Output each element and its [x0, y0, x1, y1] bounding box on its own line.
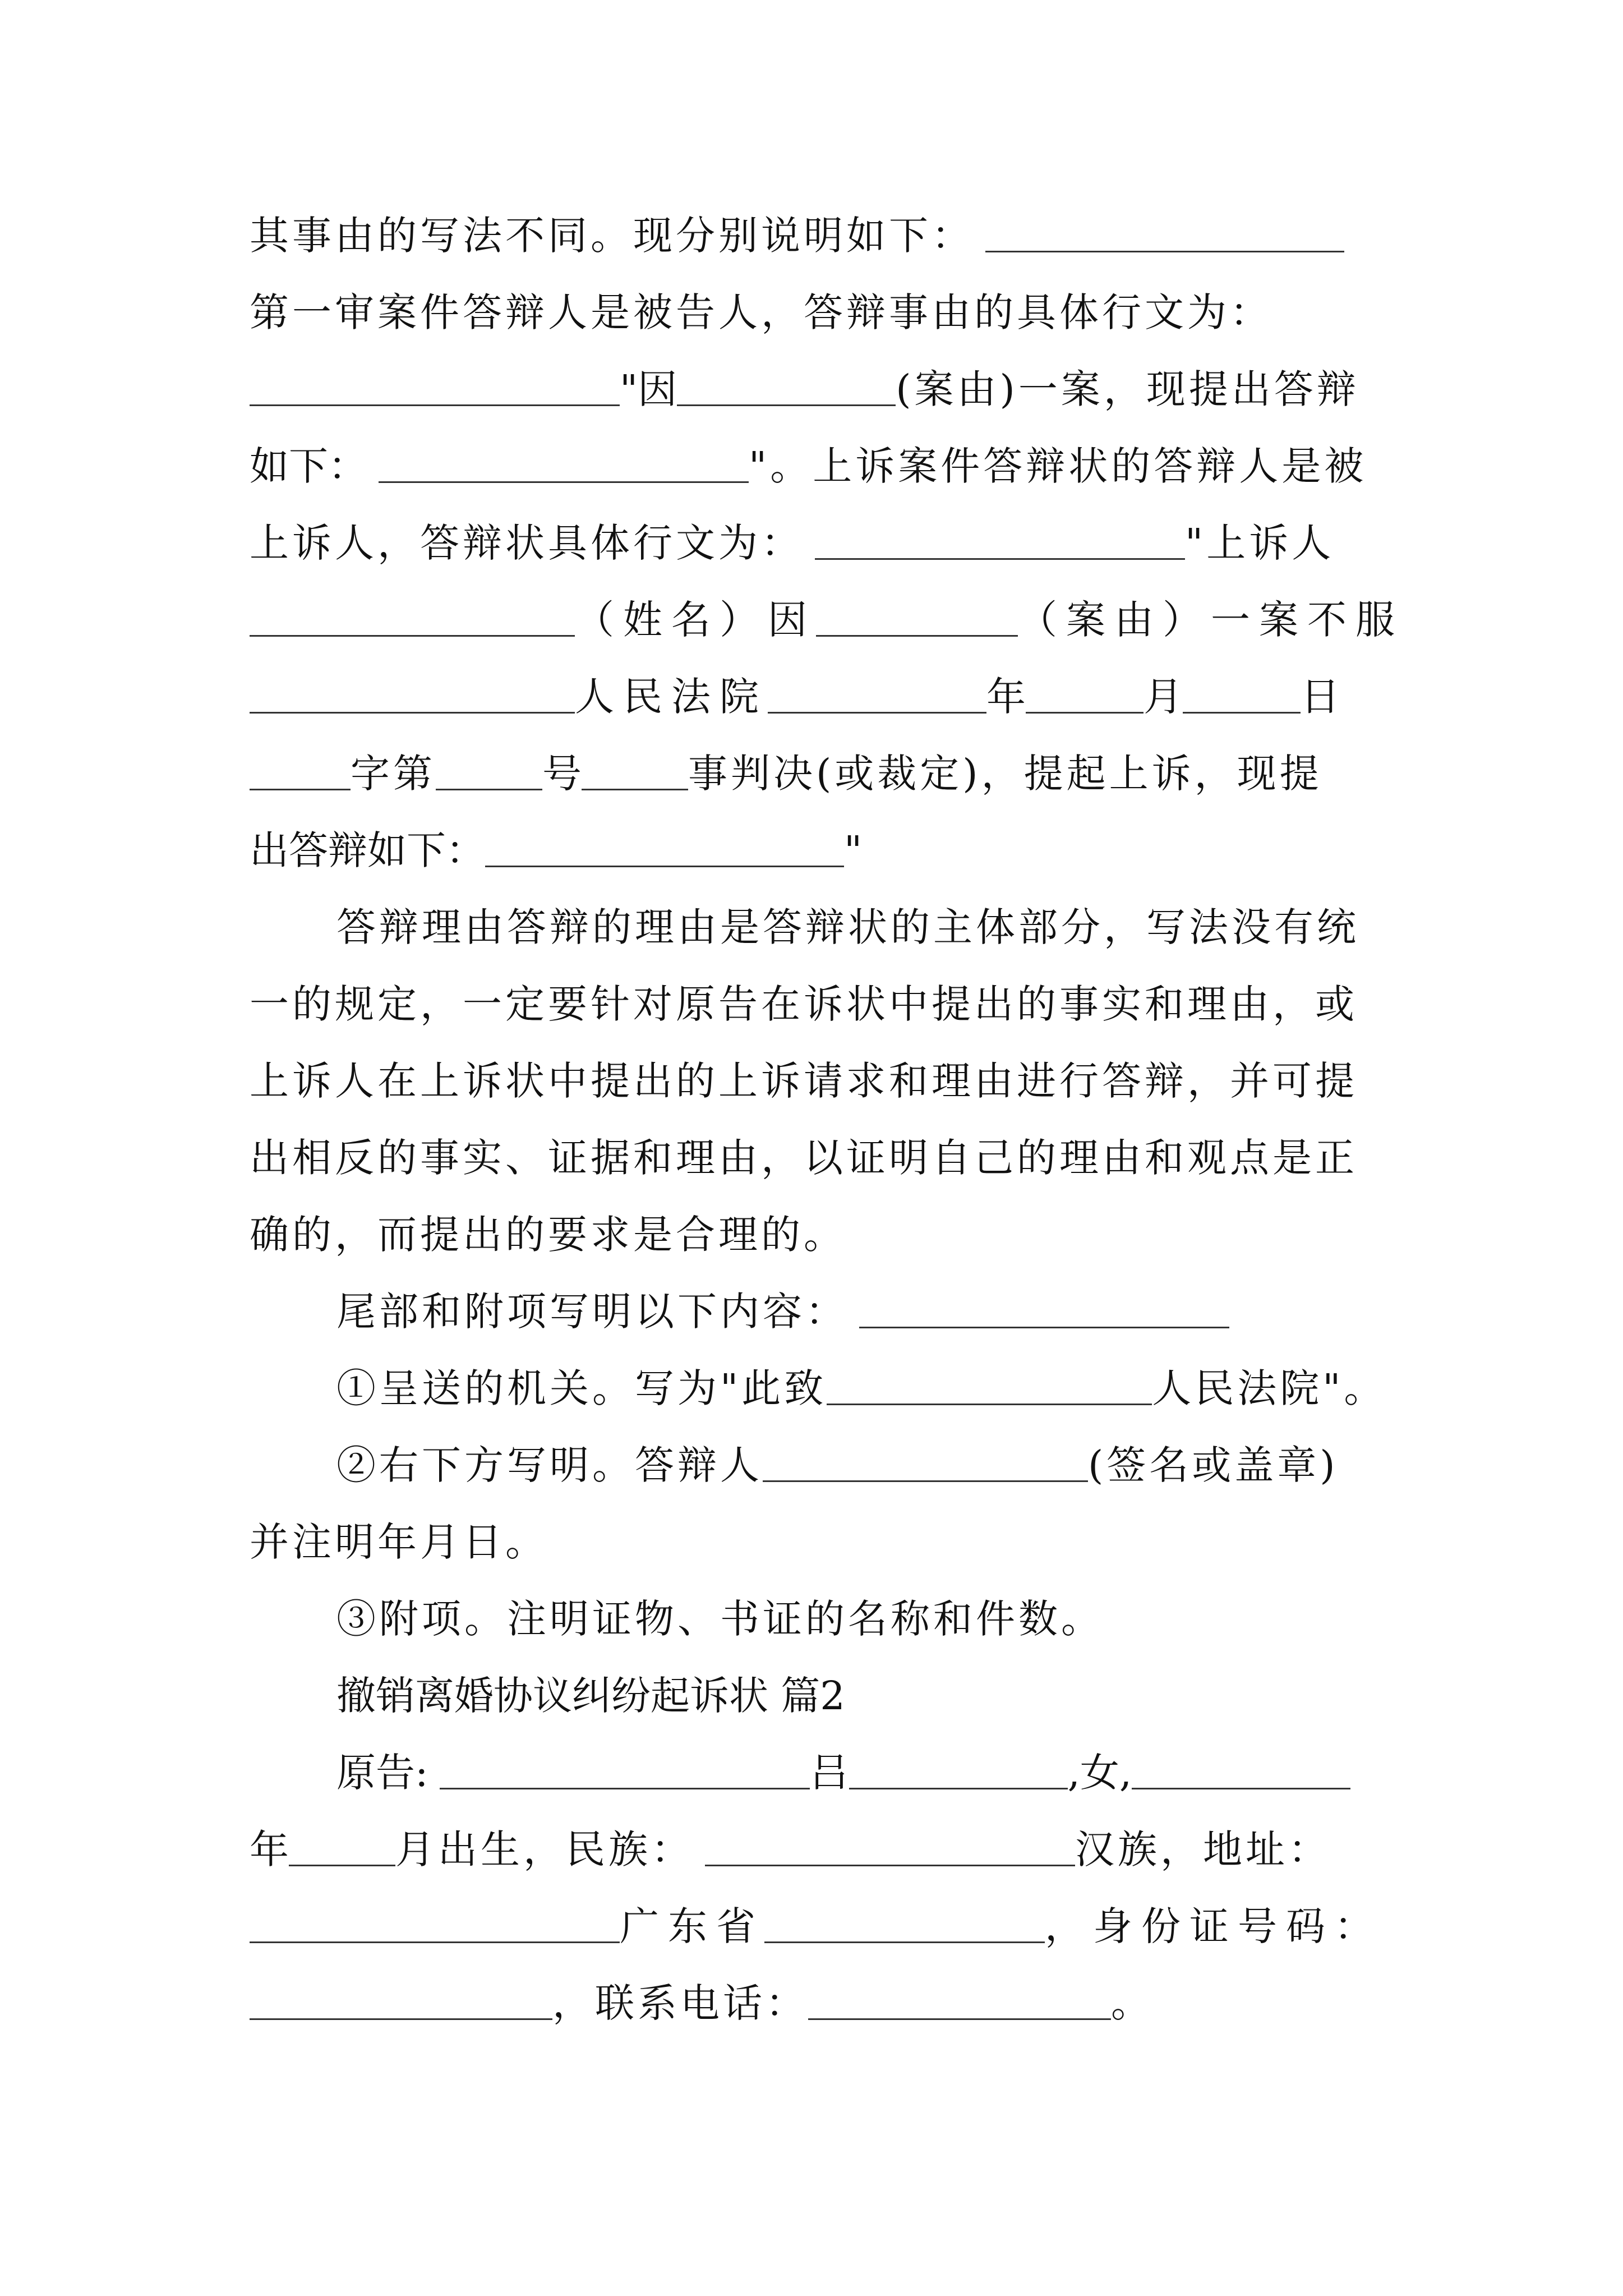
fill-blank[interactable]	[250, 365, 620, 406]
text-line-8	[250, 737, 1322, 810]
line-23-text-b: ，身份证号码：	[1045, 1903, 1382, 1949]
fill-blank[interactable]	[816, 596, 1018, 637]
line-9-text-b: "	[844, 827, 863, 873]
text-line-10	[336, 891, 1359, 964]
line-4-text-a: 如下：	[250, 443, 367, 489]
fill-blank[interactable]	[250, 749, 351, 790]
line-9-text-a: 出答辩如下：	[250, 827, 485, 873]
section-heading-text: 撤销离婚协议纠纷起诉状 篇2	[336, 1673, 845, 1719]
fill-blank[interactable]	[985, 211, 1344, 252]
section-heading	[336, 1659, 845, 1732]
line-16-text-b: 人民法院"。	[1152, 1365, 1387, 1411]
text-line-3	[250, 353, 1359, 426]
line-10-text: 答辩理由答辩的理由是答辩状的主体部分，写法没有统	[336, 904, 1359, 950]
text-line-6	[250, 583, 1404, 656]
line-15-text: 尾部和附项写明以下内容：	[336, 1289, 848, 1335]
text-line-12	[250, 1045, 1358, 1117]
line-22-text-a: 年	[250, 1826, 289, 1872]
fill-blank[interactable]	[1132, 1749, 1350, 1789]
fill-blank[interactable]	[815, 519, 1185, 560]
line-3-text-b: (案由)一案，现提出答辩	[896, 366, 1359, 412]
line-8-text-b: 号	[542, 751, 582, 797]
line-23-text-a: 广东省	[620, 1903, 764, 1949]
text-line-1	[250, 199, 1344, 272]
line-21-text-c: ,女,	[1067, 1750, 1132, 1796]
line-2-text: 第一审案件答辩人是被告人，答辩事由的具体行文为：	[250, 289, 1272, 335]
text-line-16	[336, 1352, 1386, 1425]
fill-blank[interactable]	[440, 1749, 810, 1789]
line-1-text: 其事由的写法不同。现分别说明如下：	[250, 213, 974, 259]
fill-blank[interactable]	[849, 1749, 1068, 1789]
fill-blank[interactable]	[705, 1825, 1075, 1866]
fill-blank[interactable]	[436, 749, 542, 790]
fill-blank[interactable]	[250, 1902, 620, 1943]
text-line-7	[250, 660, 1340, 733]
text-line-22	[250, 1813, 1331, 1886]
line-22-text-b: 月出生，民族：	[395, 1826, 694, 1872]
line-24-text-b: 。	[1111, 1980, 1150, 2026]
line-4-text-b: "。上诉案件答辩状的答辩人是被	[749, 443, 1367, 489]
text-line-17	[336, 1429, 1339, 1502]
fill-blank[interactable]	[289, 1825, 395, 1866]
fill-blank[interactable]	[808, 1979, 1111, 2020]
fill-blank[interactable]	[250, 673, 575, 714]
fill-blank[interactable]	[250, 1979, 552, 2020]
fill-blank[interactable]	[677, 365, 896, 406]
fill-blank[interactable]	[1026, 673, 1144, 714]
line-21-text-b: 吕	[809, 1750, 849, 1796]
fill-blank[interactable]	[764, 1902, 1045, 1943]
text-line-4	[250, 430, 1367, 503]
line-12-text: 上诉人在上诉状中提出的上诉请求和理由进行答辩，并可提	[250, 1058, 1358, 1104]
line-14-text: 确的，而提出的要求是合理的。	[250, 1212, 846, 1258]
line-11-text: 一的规定，一定要针对原告在诉状中提出的事实和理由，或	[250, 981, 1358, 1027]
fill-blank[interactable]	[1183, 673, 1301, 714]
text-line-5	[250, 507, 1334, 579]
line-17-text-a: ②右下方写明。答辩人	[336, 1442, 763, 1488]
text-line-23	[250, 1890, 1382, 1963]
text-line-19	[336, 1582, 1104, 1655]
fill-blank[interactable]	[768, 673, 986, 714]
line-3-text-a: "因	[620, 366, 677, 412]
line-7-text-d: 日	[1301, 674, 1340, 720]
line-18-text: 并注明年月日。	[250, 1519, 548, 1565]
line-13-text: 出相反的事实、证据和理由，以证明自己的理由和观点是正	[250, 1135, 1358, 1181]
line-7-text-c: 月	[1144, 674, 1183, 720]
text-line-14	[250, 1198, 846, 1271]
fill-blank[interactable]	[827, 1364, 1152, 1405]
text-line-18	[250, 1506, 548, 1579]
text-line-13	[250, 1121, 1358, 1194]
line-5-text-b: "上诉人	[1185, 520, 1335, 566]
line-7-text-a: 人民法院	[575, 674, 768, 720]
text-line-2	[250, 276, 1272, 349]
text-line-15	[336, 1275, 1229, 1348]
line-8-text-a: 字第	[351, 751, 436, 797]
fill-blank[interactable]	[763, 1441, 1088, 1482]
text-line-9	[250, 814, 862, 887]
text-line-24	[250, 1967, 1150, 2040]
line-24-text-a: ，联系电话：	[552, 1980, 808, 2026]
line-7-text-b: 年	[986, 674, 1026, 720]
fill-blank[interactable]	[859, 1287, 1229, 1328]
line-8-text-c: 事判决(或裁定)，提起上诉，现提	[688, 751, 1322, 797]
line-6-text-a: （姓名）因	[575, 597, 816, 643]
fill-blank[interactable]	[582, 749, 688, 790]
line-19-text: ③附项。注明证物、书证的名称和件数。	[336, 1596, 1104, 1642]
line-5-text-a: 上诉人，答辩状具体行文为：	[250, 520, 804, 566]
text-line-21	[336, 1736, 1350, 1809]
text-line-11	[250, 968, 1358, 1041]
fill-blank[interactable]	[485, 826, 844, 867]
fill-blank[interactable]	[379, 442, 749, 483]
line-17-text-b: (签名或盖章)	[1088, 1442, 1339, 1488]
line-22-text-c: 汉族，地址：	[1075, 1826, 1331, 1872]
line-16-text-a: ①呈送的机关。写为"此致	[336, 1365, 827, 1411]
line-21-text-a: 原告:	[336, 1750, 428, 1796]
fill-blank[interactable]	[250, 596, 575, 637]
line-6-text-b: （案由）一案不服	[1018, 597, 1404, 643]
